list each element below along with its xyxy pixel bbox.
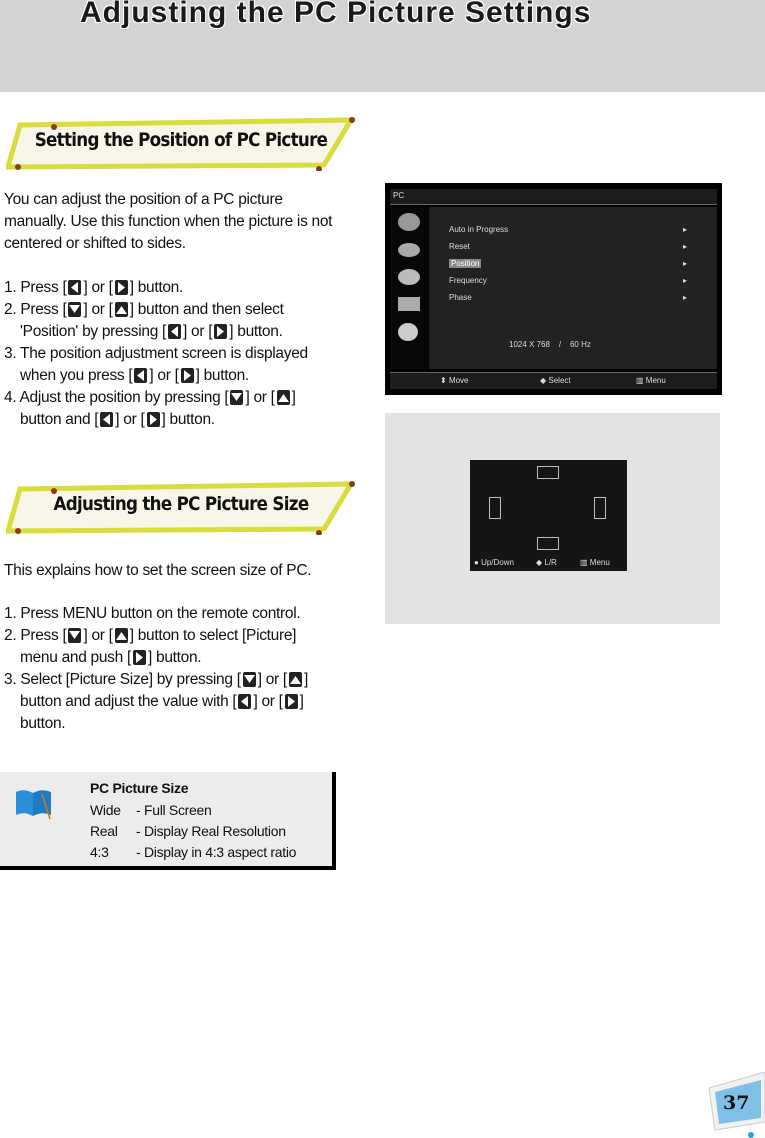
channel-icon (398, 269, 420, 285)
step-text: 3. Select [Picture Size] by pressing [ (4, 671, 241, 688)
step-text: 1. Press MENU button on the remote control. (4, 605, 301, 622)
section1-intro: You can adjust the position of a PC picture manually. Use this function when the picture is not centered or shifted to sides. (4, 191, 333, 252)
step-text: ] button and then select 'Position' by pressing [ (20, 301, 284, 340)
up-button-icon (289, 672, 302, 687)
up-button-icon (277, 390, 290, 405)
step-text: ] or [ (245, 389, 275, 406)
chevron-right-icon: ▸ (683, 259, 688, 268)
step-item (4, 669, 334, 735)
osd-menu-item (447, 258, 702, 270)
section2-steps (4, 603, 334, 735)
osd-item-label: Auto in Progress (449, 225, 509, 234)
note-title: PC Picture Size (90, 780, 189, 796)
osd-footer-menu: ▥ Menu (636, 376, 666, 385)
right-button-icon (181, 368, 194, 383)
step-text: ] button. (20, 693, 304, 732)
right-button-icon (133, 650, 146, 665)
step-text: ] or [ (83, 279, 113, 296)
section1-steps (4, 277, 334, 431)
down-button-icon (243, 672, 256, 687)
osd-position-screen (470, 460, 627, 571)
step-text: ] button. (229, 323, 283, 340)
left-button-icon (238, 694, 251, 709)
position-screenshot-panel (385, 413, 720, 624)
osd-menu-item (447, 224, 702, 236)
note-row-key: 4:3 (90, 844, 109, 860)
note-row-value: - Display in 4:3 aspect ratio (136, 844, 297, 860)
section-title: Adjusting the PC Picture Size (53, 493, 309, 515)
chevron-right-icon: ▸ (683, 293, 688, 302)
page-number-badge (703, 1072, 765, 1138)
osd-footer-menu: ▥ Menu (580, 558, 610, 567)
setup-icon (398, 297, 420, 311)
left-button-icon (100, 412, 113, 427)
section-banner-position (6, 115, 356, 171)
page-header (0, 0, 765, 92)
osd-footer-move: ⬍ Move (440, 376, 469, 385)
step-text: ] button and adjust the value with [ (20, 671, 308, 710)
down-arrow-icon (537, 537, 559, 550)
step-text: ] button to select [Picture] menu and push [ (20, 627, 297, 666)
osd-separator: / (558, 340, 562, 349)
down-button-icon (68, 628, 81, 643)
left-button-icon (134, 368, 147, 383)
note-row-key: Wide (90, 802, 121, 818)
left-button-icon (168, 324, 181, 339)
down-button-icon (230, 390, 243, 405)
step-text: 2. Press [ (4, 627, 67, 644)
step-item (4, 277, 334, 299)
step-text: ] button. (129, 279, 184, 296)
osd-menu-item (447, 275, 702, 287)
step-item (4, 603, 334, 625)
picture-icon (398, 213, 420, 231)
step-text: 1. Press [ (4, 279, 67, 296)
step-text: 4. Adjust the position by pressing [ (4, 389, 229, 406)
step-text: ] button. (195, 367, 249, 384)
step-item (4, 343, 334, 387)
step-text: ] button. (147, 649, 202, 666)
osd-title: PC (393, 191, 405, 200)
step-text: ] button. (161, 411, 215, 428)
osd-menu-list (429, 207, 717, 369)
chevron-right-icon: ▸ (683, 242, 688, 251)
note-box (0, 772, 336, 870)
note-row-value: - Full Screen (136, 802, 212, 818)
input-icon (398, 323, 418, 341)
chevron-right-icon: ▸ (683, 225, 688, 234)
sound-icon (398, 243, 420, 257)
left-button-icon (68, 280, 81, 295)
osd-footer (390, 372, 717, 389)
osd-item-label: Position (451, 259, 480, 268)
down-button-icon (68, 302, 81, 317)
step-text: ] or [ (83, 301, 113, 318)
step-text: ] or [ (115, 411, 145, 428)
section2-intro: This explains how to set the screen size of PC. (4, 562, 312, 579)
osd-menu-item (447, 241, 702, 253)
left-arrow-icon (489, 497, 501, 519)
step-item (4, 387, 334, 431)
osd-footer-select: ◆ Select (540, 376, 571, 385)
osd-resolution: 1024 X 768 (509, 340, 550, 349)
right-button-icon (285, 694, 298, 709)
right-button-icon (115, 280, 128, 295)
section-banner-size (6, 479, 356, 535)
osd-item-label: Reset (449, 242, 470, 251)
step-text: 3. The position adjustment screen is displayed when you press [ (4, 345, 308, 384)
osd-item-label: Phase (449, 293, 472, 302)
note-row-value: - Display Real Resolution (136, 823, 286, 839)
step-text: ] or [ (253, 693, 283, 710)
chevron-right-icon: ▸ (683, 276, 688, 285)
step-text: ] or [ (83, 627, 113, 644)
step-text: ] or [ (183, 323, 213, 340)
step-text: ] or [ (149, 367, 179, 384)
osd-footer-lr: ◆ L/R (536, 558, 557, 567)
note-row-key: Real (90, 823, 118, 839)
right-button-icon (214, 324, 227, 339)
up-button-icon (115, 628, 128, 643)
section-title: Setting the Position of PC Picture (34, 129, 328, 151)
osd-footer-updown: ● Up/Down (474, 558, 514, 567)
right-arrow-icon (594, 497, 606, 519)
osd-icon-column (390, 207, 428, 369)
page-title: Adjusting the PC Picture Settings (80, 0, 592, 29)
step-item (4, 299, 334, 343)
page-number: 37 (723, 1092, 750, 1114)
osd-refresh: 60 Hz (569, 340, 591, 349)
osd-menu-item (447, 292, 702, 304)
up-button-icon (115, 302, 128, 317)
step-text: ] button and [ (20, 389, 296, 428)
step-text: 2. Press [ (4, 301, 67, 318)
book-icon (14, 788, 54, 820)
up-arrow-icon (537, 466, 559, 479)
step-text: ] or [ (257, 671, 287, 688)
osd-pc-menu-screenshot (385, 183, 722, 395)
step-item (4, 625, 334, 669)
osd-item-label: Frequency (449, 276, 487, 285)
right-button-icon (147, 412, 160, 427)
